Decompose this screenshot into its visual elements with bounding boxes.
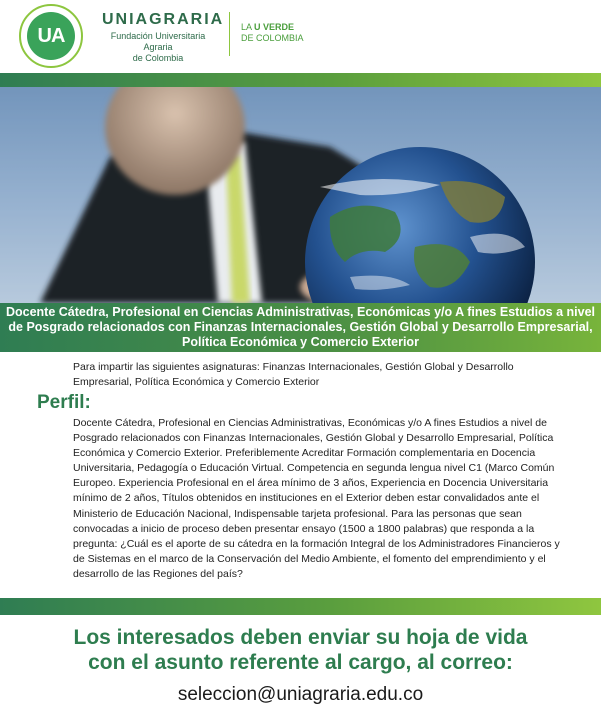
logo-icon bbox=[19, 4, 83, 68]
perfil-heading: Perfil: bbox=[37, 392, 91, 413]
businessman-globe-illustration bbox=[0, 87, 601, 303]
contact-email[interactable]: seleccion@uniagraria.edu.co bbox=[177, 684, 424, 705]
job-title: Docente Cátedra, Profesional en Ciencias Administrativas, Económicas y/o A fines Estudios a nivel de Posgrado relacionados con Finanzas Internacionales, Gestión Global y Desarrollo Empresarial, Política Económica y Comercio Exterior bbox=[0, 303, 601, 352]
brand-name: UNIAGRARIA bbox=[102, 11, 225, 28]
cta-line2: con el asunto referente al cargo, al correo: bbox=[88, 651, 513, 674]
brand-subtitle-line1: Fundación Universitaria Agraria bbox=[110, 31, 206, 52]
intro-text: Para impartir las siguientes asignaturas: Finanzas Internacionales, Gestión Global y Desarrollo Empresarial, Política Económica y Comercio Exterior bbox=[73, 361, 514, 388]
tagline-line2: DE COLOMBIA bbox=[241, 33, 304, 43]
brand-subtitle-line2: de Colombia bbox=[132, 53, 184, 63]
bottom-green-bar bbox=[0, 598, 601, 615]
call-to-action bbox=[0, 625, 601, 675]
tagline bbox=[241, 22, 304, 44]
tagline-prefix: LA bbox=[241, 22, 255, 32]
top-green-bar bbox=[0, 73, 601, 87]
header bbox=[0, 0, 601, 72]
tagline-bold: U VERDE bbox=[254, 22, 295, 32]
perfil-body: Docente Cátedra, Profesional en Ciencias Administrativas, Económicas y/o A fines Estudios a nivel de Posgrado relacionados con Finanzas Internacionales, Gestión Global y Desarrollo Empresarial, Política Económica y Comercio Exterior. Preferiblemente Acreditar Formación complementaria en Docencia Universitaria, Pedagogía o Educación Virtual. Competencia en segunda lengua nivel C1 (Marco Común Europeo. Experiencia Profesional en el área mínimo de 3 años, Experiencia en Docencia Universitaria mínimo de 2 años, Títulos obtenidos en instituciones en el Exterior deben estar convalidados ante el Ministerio de Educación Nacional, Indispensable tarjeta profesional. Para las personas que sean convocadas a inicio de proceso deben presentar ensayo (1500 a 1800 palabras) que responda a la pregunta: ¿Cuál es el aporte de su cátedra en la formación Integral de los Administradores Financieros y de Sistemas en el marco de la Conservación del Medio Ambiente, el fomento del emprendimiento y el desarrollo de las Regiones del país? bbox=[73, 417, 560, 580]
hero-image bbox=[0, 87, 601, 303]
cta-line1: Los interesados deben enviar su hoja de vida bbox=[73, 626, 528, 649]
brand-separator bbox=[229, 12, 230, 56]
logo-initials: UA bbox=[27, 12, 75, 60]
brand-subtitle bbox=[102, 31, 214, 64]
